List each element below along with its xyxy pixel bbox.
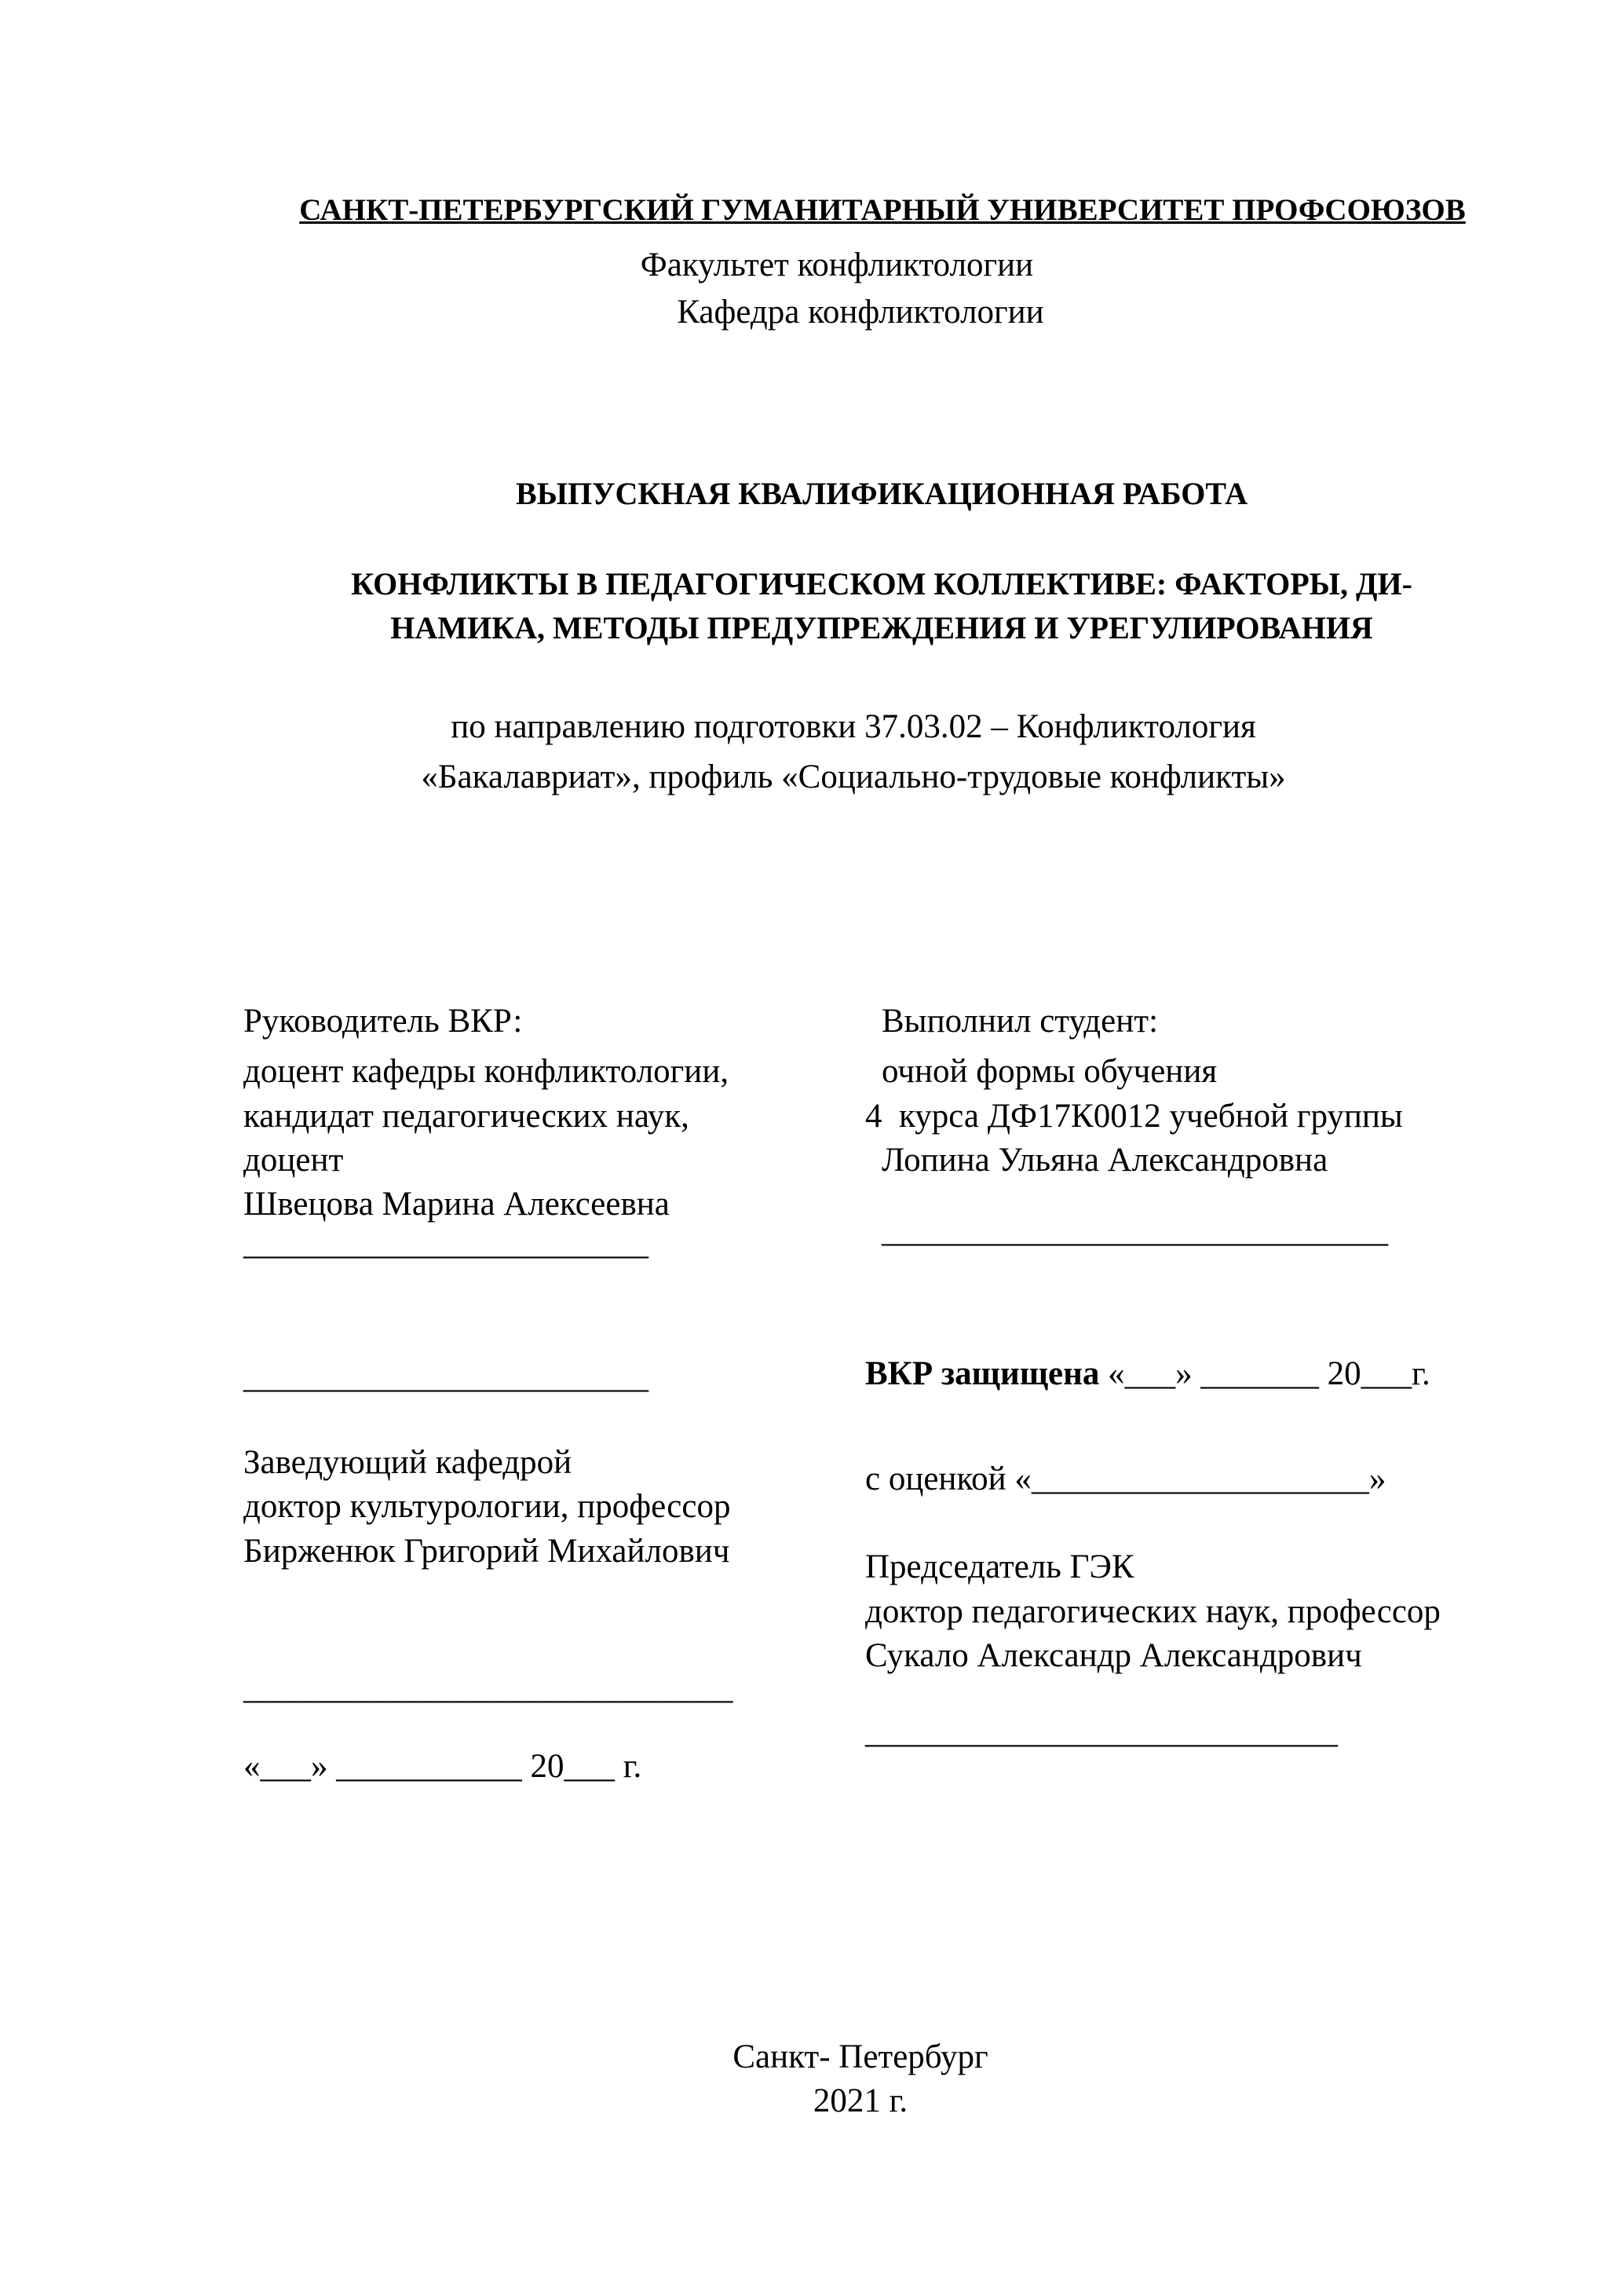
head-line: доктор культурологии, профессор [243,1488,731,1525]
supervisor-signature-line: ________________________ [243,1225,648,1262]
student-name: Лопина Ульяна Александровна [882,1142,1328,1179]
student-signature-line: ______________________________ [882,1212,1388,1249]
student-line: очной формы обучения [882,1053,1218,1090]
supervisor-name: Швецова Марина Алексеевна [243,1186,670,1223]
supervisor-line: доцент [243,1142,344,1179]
chairman-heading: Председатель ГЭК [865,1548,1134,1585]
defense-label: ВКР защищена [865,1355,1100,1392]
supervisor-line: кандидат педагогических наук, [243,1098,689,1135]
chairman-signature-line: ____________________________ [865,1713,1338,1750]
supervisor-signature-line-2: ________________________ [243,1358,648,1395]
department-name: Кафедра конфликтологии [677,294,1044,331]
study-profile: «Бакалавриат», профиль «Социально-трудовые конфликты» [421,759,1286,795]
supervisor-line: доцент кафедры конфликтологии, [243,1053,729,1090]
chairman-line: доктор педагогических наук, профессор [865,1593,1441,1630]
supervisor-heading: Руководитель ВКР: [243,1003,523,1040]
defense-date: «___» _______ 20___г. [1099,1355,1430,1392]
defense-line [865,1352,1430,1396]
head-name: Бирженюк Григорий Михайлович [243,1533,730,1570]
thesis-title-line-1: КОНФЛИКТЫ В ПЕДАГОГИЧЕСКОМ КОЛЛЕКТИВЕ: ФАКТОРЫ, ДИ- [351,566,1412,601]
thesis-title-line-2: НАМИКА, МЕТОДЫ ПРЕДУПРЕЖДЕНИЯ И УРЕГУЛИРОВАНИЯ [390,610,1373,645]
study-direction: по направлению подготовки 37.03.02 – Конфликтология [451,708,1256,745]
year: 2021 г. [813,2082,908,2119]
student-line: 4 курса ДФ17К0012 учебной группы [865,1098,1403,1135]
defense-grade: с оценкой «____________________» [865,1461,1386,1497]
work-type: ВЫПУСКНАЯ КВАЛИФИКАЦИОННАЯ РАБОТА [516,476,1248,511]
head-signature-line: _____________________________ [243,1669,733,1706]
faculty-name: Факультет конфликтологии [640,247,1034,283]
head-signature-date: «___» ___________ 20___ г. [243,1748,642,1785]
student-heading: Выполнил студент: [882,1003,1159,1040]
head-heading: Заведующий кафедрой [243,1444,572,1481]
chairman-name: Сукало Александр Александрович [865,1637,1362,1674]
university-name: САНКТ-ПЕТЕРБУРГСКИЙ ГУМАНИТАРНЫЙ УНИВЕРСИТЕТ ПРОФСОЮЗОВ [299,193,1466,227]
city: Санкт- Петербург [732,2038,988,2075]
